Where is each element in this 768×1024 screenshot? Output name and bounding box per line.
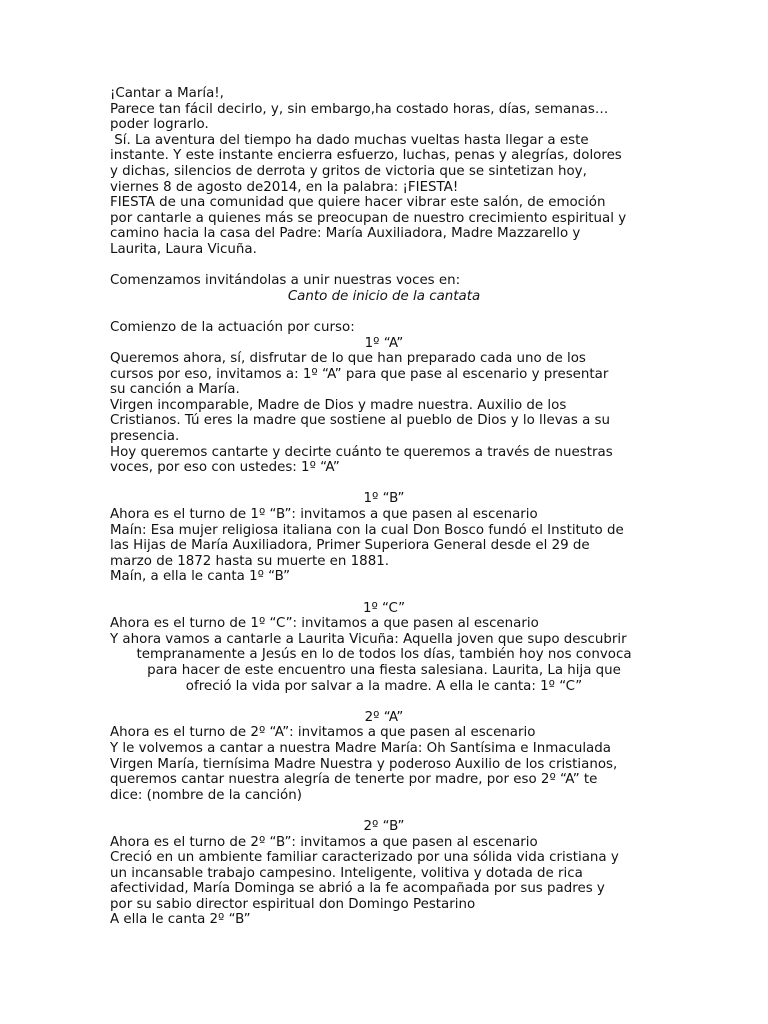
text-line: y dichas, silencios de derrota y gritos de victoria que se sintetizan hoy, xyxy=(110,163,587,179)
section-heading-1b: 1º “B” xyxy=(363,491,405,507)
text-line: camino hacia la casa del Padre: María Auxiliadora, Madre Mazzarello y xyxy=(110,226,581,242)
text-line: Maín, a ella le canta 1º “B” xyxy=(110,569,291,585)
text-line: Laurita, Laura Vicuña. xyxy=(110,241,257,257)
text-line: Comienzo de la actuación por curso: xyxy=(110,319,355,335)
text-line: FIESTA de una comunidad que quiere hacer vibrar este salón, de emoción xyxy=(110,195,606,211)
text-line: Ahora es el turno de 1º “C”: invitamos a que pasen al escenario xyxy=(110,616,539,632)
text-line: por cantarle a quienes más se preocupan de nuestro crecimiento espiritual y xyxy=(110,210,627,226)
text-line: Ahora es el turno de 2º “B”: invitamos a que pasen al escenario xyxy=(110,834,538,850)
text-line: Ahora es el turno de 1º “B”: invitamos a que pasen al escenario xyxy=(110,507,538,523)
text-line: Virgen incomparable, Madre de Dios y madre nuestra. Auxilio de los xyxy=(110,397,567,413)
text-line: Cristianos. Tú eres la madre que sostiene al pueblo de Dios y lo llevas a su xyxy=(110,413,611,429)
text-line: instante. Y este instante encierra esfuerzo, luchas, penas y alegrías, dolores xyxy=(110,148,622,164)
text-line: cursos por eso, invitamos a: 1º “A” para que pase al escenario y presentar xyxy=(110,366,609,382)
text-line: Ahora es el turno de 2º “A”: invitamos a que pasen al escenario xyxy=(110,725,536,741)
text-line: A ella le canta 2º “B” xyxy=(110,912,251,928)
text-line: ¡Cantar a María!, xyxy=(110,86,224,101)
blank-line xyxy=(110,803,658,819)
text-line: Maín: Esa mujer religiosa italiana con la cual Don Bosco fundó el Instituto de xyxy=(110,522,624,538)
text-line: un incansable trabajo campesino. Inteligente, volitiva y dotada de rica xyxy=(110,865,583,881)
blank-line xyxy=(110,258,658,274)
text-line: Virgen María, tiernísima Madre Nuestra y poderoso Auxilio de los cristianos, xyxy=(110,756,618,772)
section-heading-2a: 2º “A” xyxy=(364,709,404,725)
song-title: Canto de inicio de la cantata xyxy=(287,288,481,304)
text-line: Sí. La aventura del tiempo ha dado muchas vueltas hasta llegar a este xyxy=(110,132,589,148)
text-line: presencia. xyxy=(110,429,180,445)
text-line: su canción a María. xyxy=(110,382,240,398)
blank-line xyxy=(110,585,658,601)
text-line: Parece tan fácil decirlo, y, sin embargo,ha costado horas, días, semanas… xyxy=(110,101,609,117)
text-line: marzo de 1872 hasta su muerte en 1881. xyxy=(110,553,389,569)
section-heading-1c: 1º “C” xyxy=(362,600,406,616)
text-line: Creció en un ambiente familiar caracterizado por una sólida vida cristiana y xyxy=(110,850,619,866)
text-line: tempranamente a Jesús en lo de todos los días, también hoy nos convoca xyxy=(136,647,632,663)
text-line: Comenzamos invitándolas a unir nuestras voces en: xyxy=(110,273,461,289)
section-heading-1a: 1º “A” xyxy=(364,335,404,351)
text-line: Queremos ahora, sí, disfrutar de lo que han preparado cada uno de los xyxy=(110,351,586,367)
text-line: viernes 8 de agosto de2014, en la palabra: ¡FIESTA! xyxy=(110,179,459,195)
document-body xyxy=(110,86,658,928)
section-heading-2b: 2º “B” xyxy=(363,818,405,834)
text-line: dice: (nombre de la canción) xyxy=(110,787,302,803)
blank-line xyxy=(110,476,658,492)
text-line: queremos cantar nuestra alegría de tenerte por madre, por eso 2º “A” te xyxy=(110,772,598,788)
text-line: Y le volvemos a cantar a nuestra Madre María: Oh Santísima e Inmaculada xyxy=(110,740,611,756)
text-line: las Hijas de María Auxiliadora, Primer Superiora General desde el 29 de xyxy=(110,538,590,554)
text-line: afectividad, María Dominga se abrió a la fe acompañada por sus padres y xyxy=(110,881,605,897)
blank-line xyxy=(110,304,658,320)
text-line: Hoy queremos cantarte y decirte cuánto te queremos a través de nuestras xyxy=(110,444,613,460)
blank-line xyxy=(110,694,658,710)
text-line: voces, por eso con ustedes: 1º “A” xyxy=(110,460,340,476)
text-line: por su sabio director espiritual don Domingo Pestarino xyxy=(110,896,476,912)
text-line: poder lograrlo. xyxy=(110,117,209,133)
text-line: Y ahora vamos a cantarle a Laurita Vicuña: Aquella joven que supo descubrir xyxy=(110,631,627,647)
text-line: ofreció la vida por salvar a la madre. A ella le canta: 1º “C” xyxy=(185,678,583,694)
text-line: para hacer de este encuentro una fiesta salesiana. Laurita, La hija que xyxy=(147,662,621,678)
